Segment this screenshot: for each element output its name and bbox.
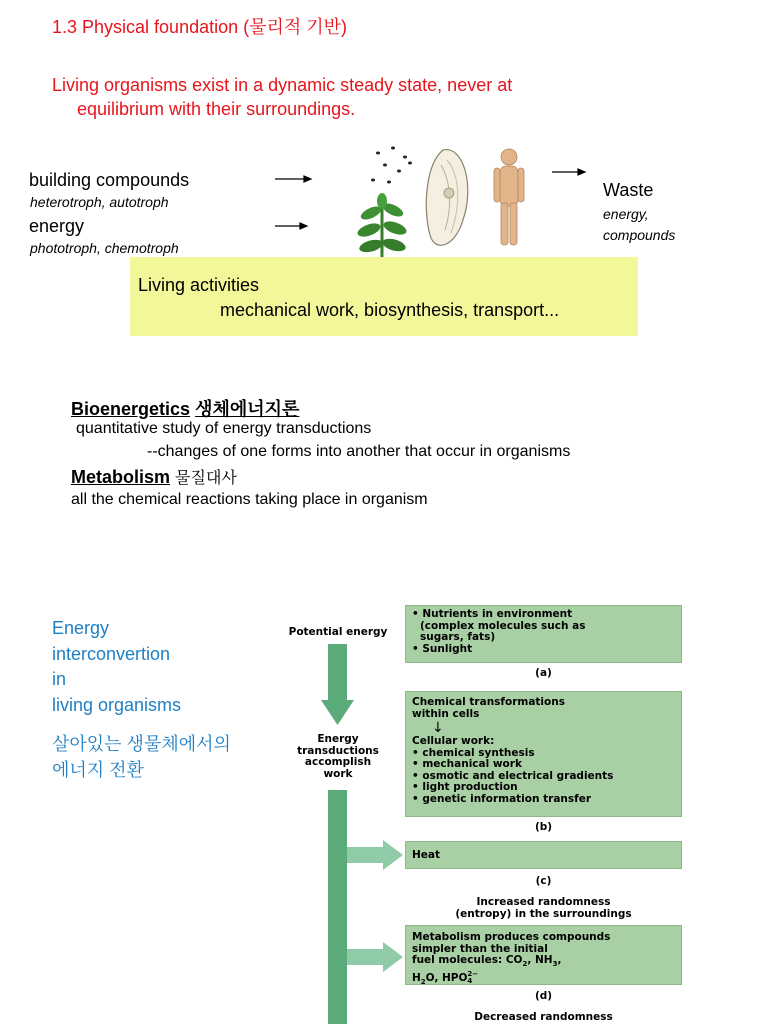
side-caption-line-1: Energy: [52, 618, 110, 638]
box-b-list-5: • light production: [412, 781, 518, 793]
entropy-note: [405, 897, 682, 920]
entropy-line-1: Increased randomness: [476, 896, 611, 908]
box-b-line-2: within cells: [412, 707, 480, 720]
box-d-line-3: fuel molecules: $CO_2$, $NH_3$,: [412, 954, 562, 969]
heat-branch-arrow: [347, 840, 403, 870]
output-waste-line-2: compounds: [603, 227, 676, 243]
living-activities-heading: Living activities: [138, 275, 260, 295]
box-a-line-1: • Nutrients in environment: [412, 608, 573, 620]
potential-energy-label: Potential energy: [288, 626, 388, 638]
box-c: [405, 841, 682, 869]
box-a-line-2: (complex molecules such as: [420, 619, 586, 632]
metabolism-heading: [71, 465, 237, 488]
side-caption: [52, 616, 231, 783]
output-waste-line-1: energy,: [603, 206, 649, 222]
transduction-line-1: Energy: [317, 733, 359, 745]
energy-flow-arrow: [300, 640, 410, 1024]
metabolism-branch-arrow: [347, 942, 403, 972]
input-building-types: heterotroph, autotroph: [30, 194, 169, 210]
bioenergetics-heading: [71, 395, 299, 421]
energy-shaft-main: [328, 790, 347, 1024]
side-caption-line-3: in: [52, 669, 67, 689]
box-b-list-1: Cellular work:: [412, 735, 495, 747]
bioenergetics-def-2: --changes of one forms into another that occur in organisms: [147, 443, 571, 460]
statement-line-2: equilibrium with their surroundings.: [77, 99, 356, 119]
box-b-down-arrow-icon: ↓: [432, 720, 444, 736]
living-activities-box: [130, 257, 638, 336]
box-d-line-1: Metabolism produces compounds: [412, 931, 611, 943]
side-caption-line-4: living organisms: [52, 694, 182, 715]
bioenergetics-def-1: quantitative study of energy transductions: [76, 420, 372, 437]
decreased-randomness: Decreased randomness: [474, 1011, 613, 1023]
metabolism-korean: 물질대사: [175, 470, 237, 487]
box-b-line-1: Chemical transformations: [412, 696, 565, 708]
energy-shaft-top: [328, 644, 347, 702]
box-b-list-4: • osmotic and electrical gradients: [412, 769, 614, 782]
transduction-label: [278, 734, 398, 780]
input-energy-types: phototroph, chemotroph: [30, 240, 179, 256]
box-a: [405, 605, 682, 663]
page-title: 1.3 Physical foundation (물리적 기반): [52, 17, 348, 37]
statement-line-1: Living organisms exist in a dynamic steady state, never at: [52, 75, 513, 95]
side-caption-korean-2: 에너지 전환: [52, 759, 144, 780]
input-energy: energy: [29, 216, 85, 236]
living-activities-detail: mechanical work, biosynthesis, transport...: [220, 300, 560, 320]
box-a-line-4: • Sunlight: [412, 642, 473, 655]
human-icon: [494, 149, 524, 245]
input-building-compounds: building compounds: [29, 170, 190, 190]
box-b-list-6: • genetic information transfer: [412, 792, 591, 805]
box-c-heat: Heat: [412, 849, 441, 861]
paramecium-icon: [426, 150, 468, 246]
output-arrow-waste: [552, 169, 585, 175]
energy-arrowhead-down: [321, 700, 354, 725]
metabolism-def: all the chemical reactions taking place in organism: [71, 491, 428, 508]
box-b-list-2: • chemical synthesis: [412, 746, 535, 759]
label-c: (c): [535, 875, 552, 887]
bioenergetics-term: Bioenergetics: [71, 399, 191, 419]
transduction-line-3: accomplish: [304, 756, 372, 768]
side-caption-korean-1: 살아있는 생물체에서의: [52, 734, 231, 754]
transduction-line-2: transductions: [297, 744, 379, 757]
box-b: [405, 691, 682, 817]
output-waste: Waste: [603, 180, 654, 200]
label-a: (a): [535, 667, 552, 679]
input-arrow-energy: [275, 223, 307, 229]
box-a-line-3: sugars, fats): [420, 631, 496, 643]
plant-icon: [356, 193, 408, 258]
label-b: (b): [534, 821, 553, 833]
box-b-list-3: • mechanical work: [412, 758, 522, 770]
input-arrow-compounds: [275, 176, 311, 182]
box-d: [405, 925, 682, 985]
transduction-line-4: work: [323, 767, 353, 780]
side-caption-line-2: interconvertion: [52, 643, 171, 664]
label-d: (d): [534, 990, 553, 1002]
bioenergetics-korean: 생체에너지론: [195, 399, 300, 419]
box-d-line-4: $H_2O$, HPO 2− 4: [412, 969, 479, 986]
box-d-line-2: simpler than the initial: [412, 942, 548, 955]
organisms-illustration: [265, 135, 605, 260]
metabolism-term: Metabolism: [71, 467, 171, 487]
entropy-line-2: (entropy) in the surroundings: [455, 907, 632, 920]
seeds-icon: [371, 147, 412, 184]
